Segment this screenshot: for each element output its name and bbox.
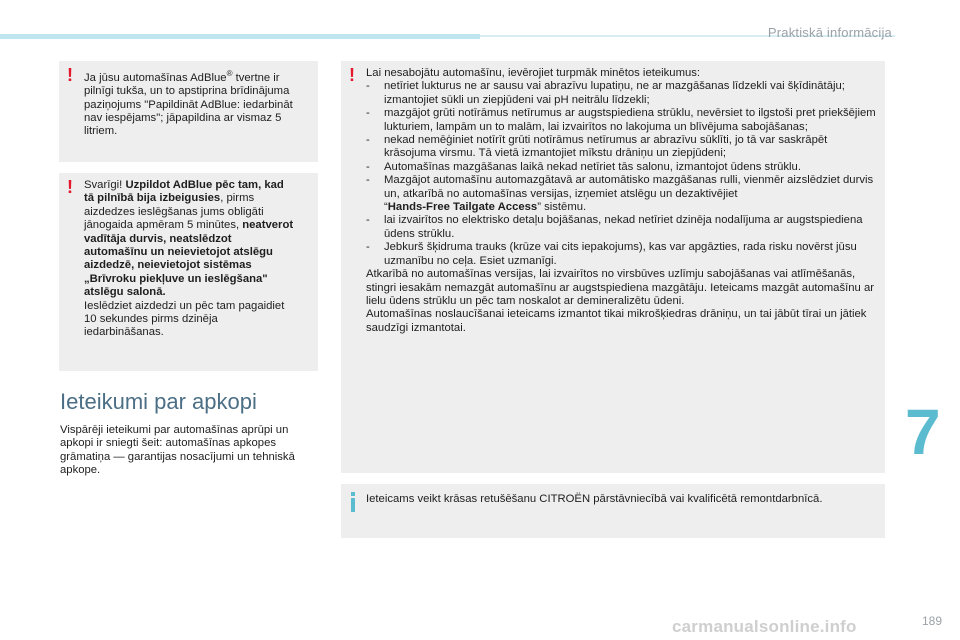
list-item: - netīriet lukturus ne ar sausu vai abrazīvu lupatiņu, ne ar mazgāšanas līdzekli vai šķīdinātāju; izmantojiet sūkli un ziepjūdeni vai pH neitrālu līdzekli; bbox=[366, 80, 881, 107]
warning-text: Ja jūsu automašīnas AdBlue® tvertne ir pilnīgi tukša, un to apstiprina brīdinājuma paziņojums "Papildināt AdBlue: iedarbināt nav iespējams"; jāpapildina ar vismaz 5 litriem. bbox=[84, 69, 293, 138]
watermark: carmanualsonline.info bbox=[672, 617, 857, 636]
page-header-title: Praktiskā informācija bbox=[767, 25, 892, 40]
warning-box-care bbox=[341, 61, 885, 473]
list-item: - lai izvairītos no elektrisko detaļu bojāšanas, nekad netīriet dzinēja nodalījuma ar augstspiediena ūdens strūklu. bbox=[366, 214, 881, 241]
info-box-paint bbox=[341, 484, 885, 538]
chapter-number: 7 bbox=[905, 396, 941, 468]
warning-text: Svarīgi! Uzpildot AdBlue pēc tam, kad tā pilnībā bija izbeigusies, pirms aizdedzes ieslēgšanas jums obligāti jānogaida apmēram 5 minūtes, neatverot vadītāja durvis, neatslēdzot automašīnu un neievietojot atslēgu aizdedzē, neievietojot sistēmas „Brīvroku piekļuve un ieslēgšana" atslēgu salonā. Ieslēdziet aizdedzi un pēc tam pagaidiet 10 sekundes pirms dzinēja iedarbināšanas. bbox=[84, 179, 294, 339]
section-body: Vispārēji ieteikumi par automašīnas aprūpi un apkopi ir sniegti šeit: automašīnas apkopes grāmatiņa — garantijas nosacījumi un tehniskā apkope. bbox=[60, 424, 295, 477]
warning-text: Lai nesabojātu automašīnu, ievērojiet turpmāk minētos ieteikumus: - netīriet lukturus ne ar sausu vai abrazīvu lupatiņu, ne ar mazgāšanas līdzekli vai šķīdinātāju; izmantojiet sūkli un ziepjūdeni vai pH neitrālu līdzekli; - mazgājot grūti notīrāmus netīrumus ar augstspiediena strūklu, nevērsiet to ilgstoši pret priekšējiem lukturiem, lampām un to malām, lai izvairītos no lakojuma un blīvējuma sabojāšanas; - nekad nemēģiniet notīrīt grūti notīrāmus netīrumus ar abrazīvu sūklīti, jo tā var saskrāpēt krāsojuma virsmu. Tā vietā izmantojiet mīkstu drāniņu un ziepjūdeni; - Automašīnas mazgāšanas laikā nekad netīriet tās salonu, izmantojot ūdens strūklu. - Mazgājot automašīnu automazgātavā ar automātisko mazgāšanas rulli, vienmēr aizslēdziet durvis un, atkarībā no automašīnas versijas, izņemiet atslēgu un dezaktivējiet “Hands-Free Tailgate Access” sistēmu. - lai izvairītos no elektrisko detaļu bojāšanas, nekad netīriet dzinēja nodalījuma ar augstspiediena ūdens strūklu. - Jebkurš šķidruma trauks (krūze vai cits iepakojums), kas var apgāzties, rada risku novērst jūsu uzmanību no ceļa. Esiet uzmanīgi. Atkarībā no automašīnas versijas, lai izvairītos no virsbūves uzlīmju sabojāšanas vai atlīmēšanās, stingri iesakām nemazgāt automašīnu ar augstspiediena mazgātāju. Ieteicams mazgāt automašīnu ar lielu ūdens strūklu un pēc tam noskalot ar demineralizētu ūdeni. Automašīnas noslaucīšanai ieteicams izmantot tikai mikrošķiedras drāniņu, un tai jābūt tīrai un jātiek saudzīgi izmantotai. bbox=[366, 67, 881, 335]
warning-icon: ! bbox=[67, 65, 73, 85]
warning-icon: ! bbox=[67, 177, 73, 197]
warning-box-adblue-refill bbox=[59, 173, 318, 371]
warning-box-adblue-empty bbox=[59, 61, 318, 162]
list-item: - nekad nemēģiniet notīrīt grūti notīrāmus netīrumus ar abrazīvu sūklīti, jo tā var saskrāpēt krāsojuma virsmu. Tā vietā izmantojiet mīkstu drāniņu un ziepjūdeni; bbox=[366, 134, 881, 161]
info-text: Ieteicams veikt krāsas retušēšanu CITROËN pārstāvniecībā vai kvalificētā remontdarbnīcā. bbox=[366, 493, 823, 505]
page-number: 189 bbox=[921, 614, 942, 628]
info-icon bbox=[348, 492, 358, 512]
list-item: - Mazgājot automašīnu automazgātavā ar automātisko mazgāšanas rulli, vienmēr aizslēdziet durvis un, atkarībā no automašīnas versijas, izņemiet atslēgu un dezaktivējiet “Hands-Free Tailgate Access” sistēmu. bbox=[366, 174, 881, 214]
list-item: - mazgājot grūti notīrāmus netīrumus ar augstspiediena strūklu, nevērsiet to ilgstoši pret priekšējiem lukturiem, lampām un to malām, lai izvairītos no lakojuma un blīvējuma sabojāšanas; bbox=[366, 107, 881, 134]
care-list bbox=[366, 80, 881, 268]
list-item: - Jebkurš šķidruma trauks (krūze vai cits iepakojums), kas var apgāzties, rada risku novērst jūsu uzmanību no ceļa. Esiet uzmanīgi. bbox=[366, 241, 881, 268]
section-title: Ieteikumi par apkopi bbox=[60, 389, 257, 414]
header-accent-bar bbox=[0, 34, 480, 39]
list-item: - Automašīnas mazgāšanas laikā nekad netīriet tās salonu, izmantojot ūdens strūklu. bbox=[366, 161, 881, 174]
warning-icon: ! bbox=[349, 65, 355, 85]
